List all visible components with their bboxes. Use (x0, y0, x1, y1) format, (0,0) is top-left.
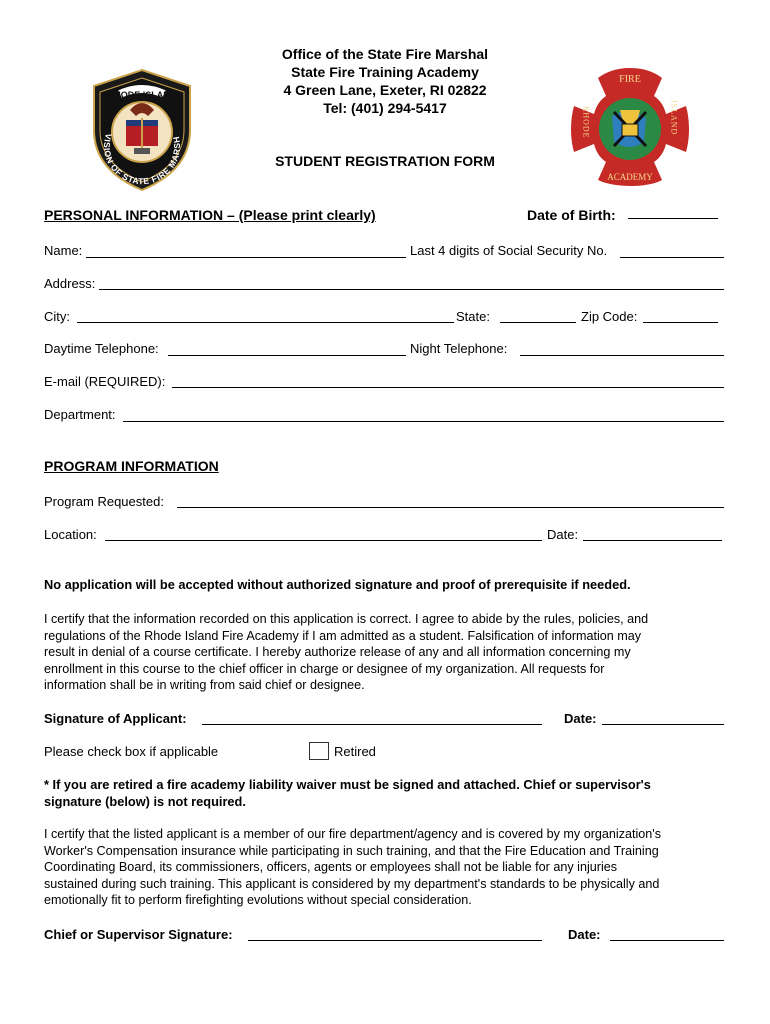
program-date-label: Date: (547, 527, 579, 542)
academy-logo-fire-text: FIRE (619, 74, 641, 85)
form-title: STUDENT REGISTRATION FORM (275, 153, 495, 169)
certification-line: Worker's Compensation insurance while participating in such training, and that the Fire Education and Training (44, 843, 659, 858)
state-field[interactable] (500, 322, 576, 323)
retired-note-line: * If you are retired a fire academy liability waiver must be signed and attached. Chief or supervisor's (44, 777, 651, 792)
location-field[interactable] (105, 540, 542, 541)
department-field[interactable] (123, 421, 724, 422)
academy-logo-island-text: ISLAND (669, 100, 679, 136)
zip-label: Zip Code: (581, 309, 638, 324)
certification-line: sustained during such training. This applicant is considered by my department's standards to be physically and (44, 876, 660, 891)
academy-logo-academy-text: ACADEMY (607, 172, 653, 182)
day-phone-field[interactable] (168, 355, 406, 356)
email-label: E-mail (REQUIRED): (44, 374, 166, 389)
zip-field[interactable] (643, 322, 718, 323)
academy-address: 4 Green Lane, Exeter, RI 02822 (283, 82, 487, 98)
retired-note-line: signature (below) is not required. (44, 794, 246, 809)
address-label: Address: (44, 276, 96, 291)
chief-date-label: Date: (568, 927, 601, 942)
name-label: Name: (44, 243, 83, 258)
fire-academy-maltese-cross-icon (570, 66, 690, 190)
applicant-signature-field[interactable] (202, 724, 542, 725)
certification-line: Coordinating Board, its commissioners, officers, agents or employees shall not be liable for any injuries (44, 860, 618, 875)
applicant-certification (44, 611, 734, 694)
program-requested-field[interactable] (177, 507, 724, 508)
letterhead (230, 45, 540, 117)
certification-line: enrollment in this course to the chief officer in charge or designee of my organization. All requests for (44, 661, 605, 676)
academy-phone: Tel: (401) 294-5417 (323, 100, 447, 116)
chief-date-field[interactable] (610, 940, 724, 941)
check-box-prompt: Please check box if applicable (44, 744, 219, 759)
day-phone-label: Daytime Telephone: (44, 341, 159, 356)
retired-checkbox[interactable] (309, 742, 329, 760)
applicant-date-field[interactable] (602, 724, 724, 725)
applicant-date-label: Date: (564, 711, 597, 726)
city-field[interactable] (77, 322, 454, 323)
email-field[interactable] (172, 387, 724, 388)
certification-line: result in denial of a course certificate. I hereby authorize release of any and all information concerning my (44, 645, 631, 660)
certification-line: regulations of the Rhode Island Fire Academy if I am admitted as a student. Falsification of information may (44, 628, 642, 643)
night-phone-label: Night Telephone: (410, 341, 508, 356)
address-field[interactable] (99, 289, 724, 290)
ssn-label: Last 4 digits of Social Security No. (410, 243, 608, 258)
program-requested-label: Program Requested: (44, 494, 164, 509)
department-label: Department: (44, 407, 116, 422)
program-info-heading: PROGRAM INFORMATION (44, 458, 219, 474)
certification-line: information shall be in writing from said chief or designee. (44, 678, 365, 693)
retired-waiver-note (44, 776, 744, 810)
certification-line: I certify that the information recorded on this application is correct. I agree to abide by the rules, policies, and (44, 612, 649, 626)
night-phone-field[interactable] (520, 355, 724, 356)
chief-certification (44, 826, 744, 909)
dob-label: Date of Birth: (527, 207, 616, 223)
personal-info-heading: PERSONAL INFORMATION – (Please print clearly) (44, 207, 376, 223)
dob-field[interactable] (628, 218, 718, 219)
academy-name: State Fire Training Academy (291, 64, 479, 80)
certification-line: I certify that the listed applicant is a member of our fire department/agency and is covered by my organization's (44, 827, 662, 841)
certification-line: emotionally fit to perform firefighting evolutions without special consideration. (44, 893, 472, 908)
seal-top-text: RHODE ISLAND (107, 90, 177, 100)
chief-signature-field[interactable] (248, 940, 542, 941)
office-name: Office of the State Fire Marshal (281, 46, 489, 62)
seal-ring-text: VISION OF STATE FIRE MARSH (101, 132, 183, 187)
state-fire-marshal-seal-icon (86, 66, 198, 194)
academy-logo-rhode-text: RHODE (581, 106, 591, 139)
location-label: Location: (44, 527, 97, 542)
name-field[interactable] (86, 257, 406, 258)
retired-label: Retired (334, 744, 376, 759)
program-date-field[interactable] (583, 540, 722, 541)
authorization-notice: No application will be accepted without authorized signature and proof of prerequisite if needed. (44, 577, 631, 592)
city-label: City: (44, 309, 70, 324)
applicant-signature-label: Signature of Applicant: (44, 711, 187, 726)
ssn-field[interactable] (620, 257, 724, 258)
state-label: State: (456, 309, 490, 324)
chief-signature-label: Chief or Supervisor Signature: (44, 927, 233, 942)
